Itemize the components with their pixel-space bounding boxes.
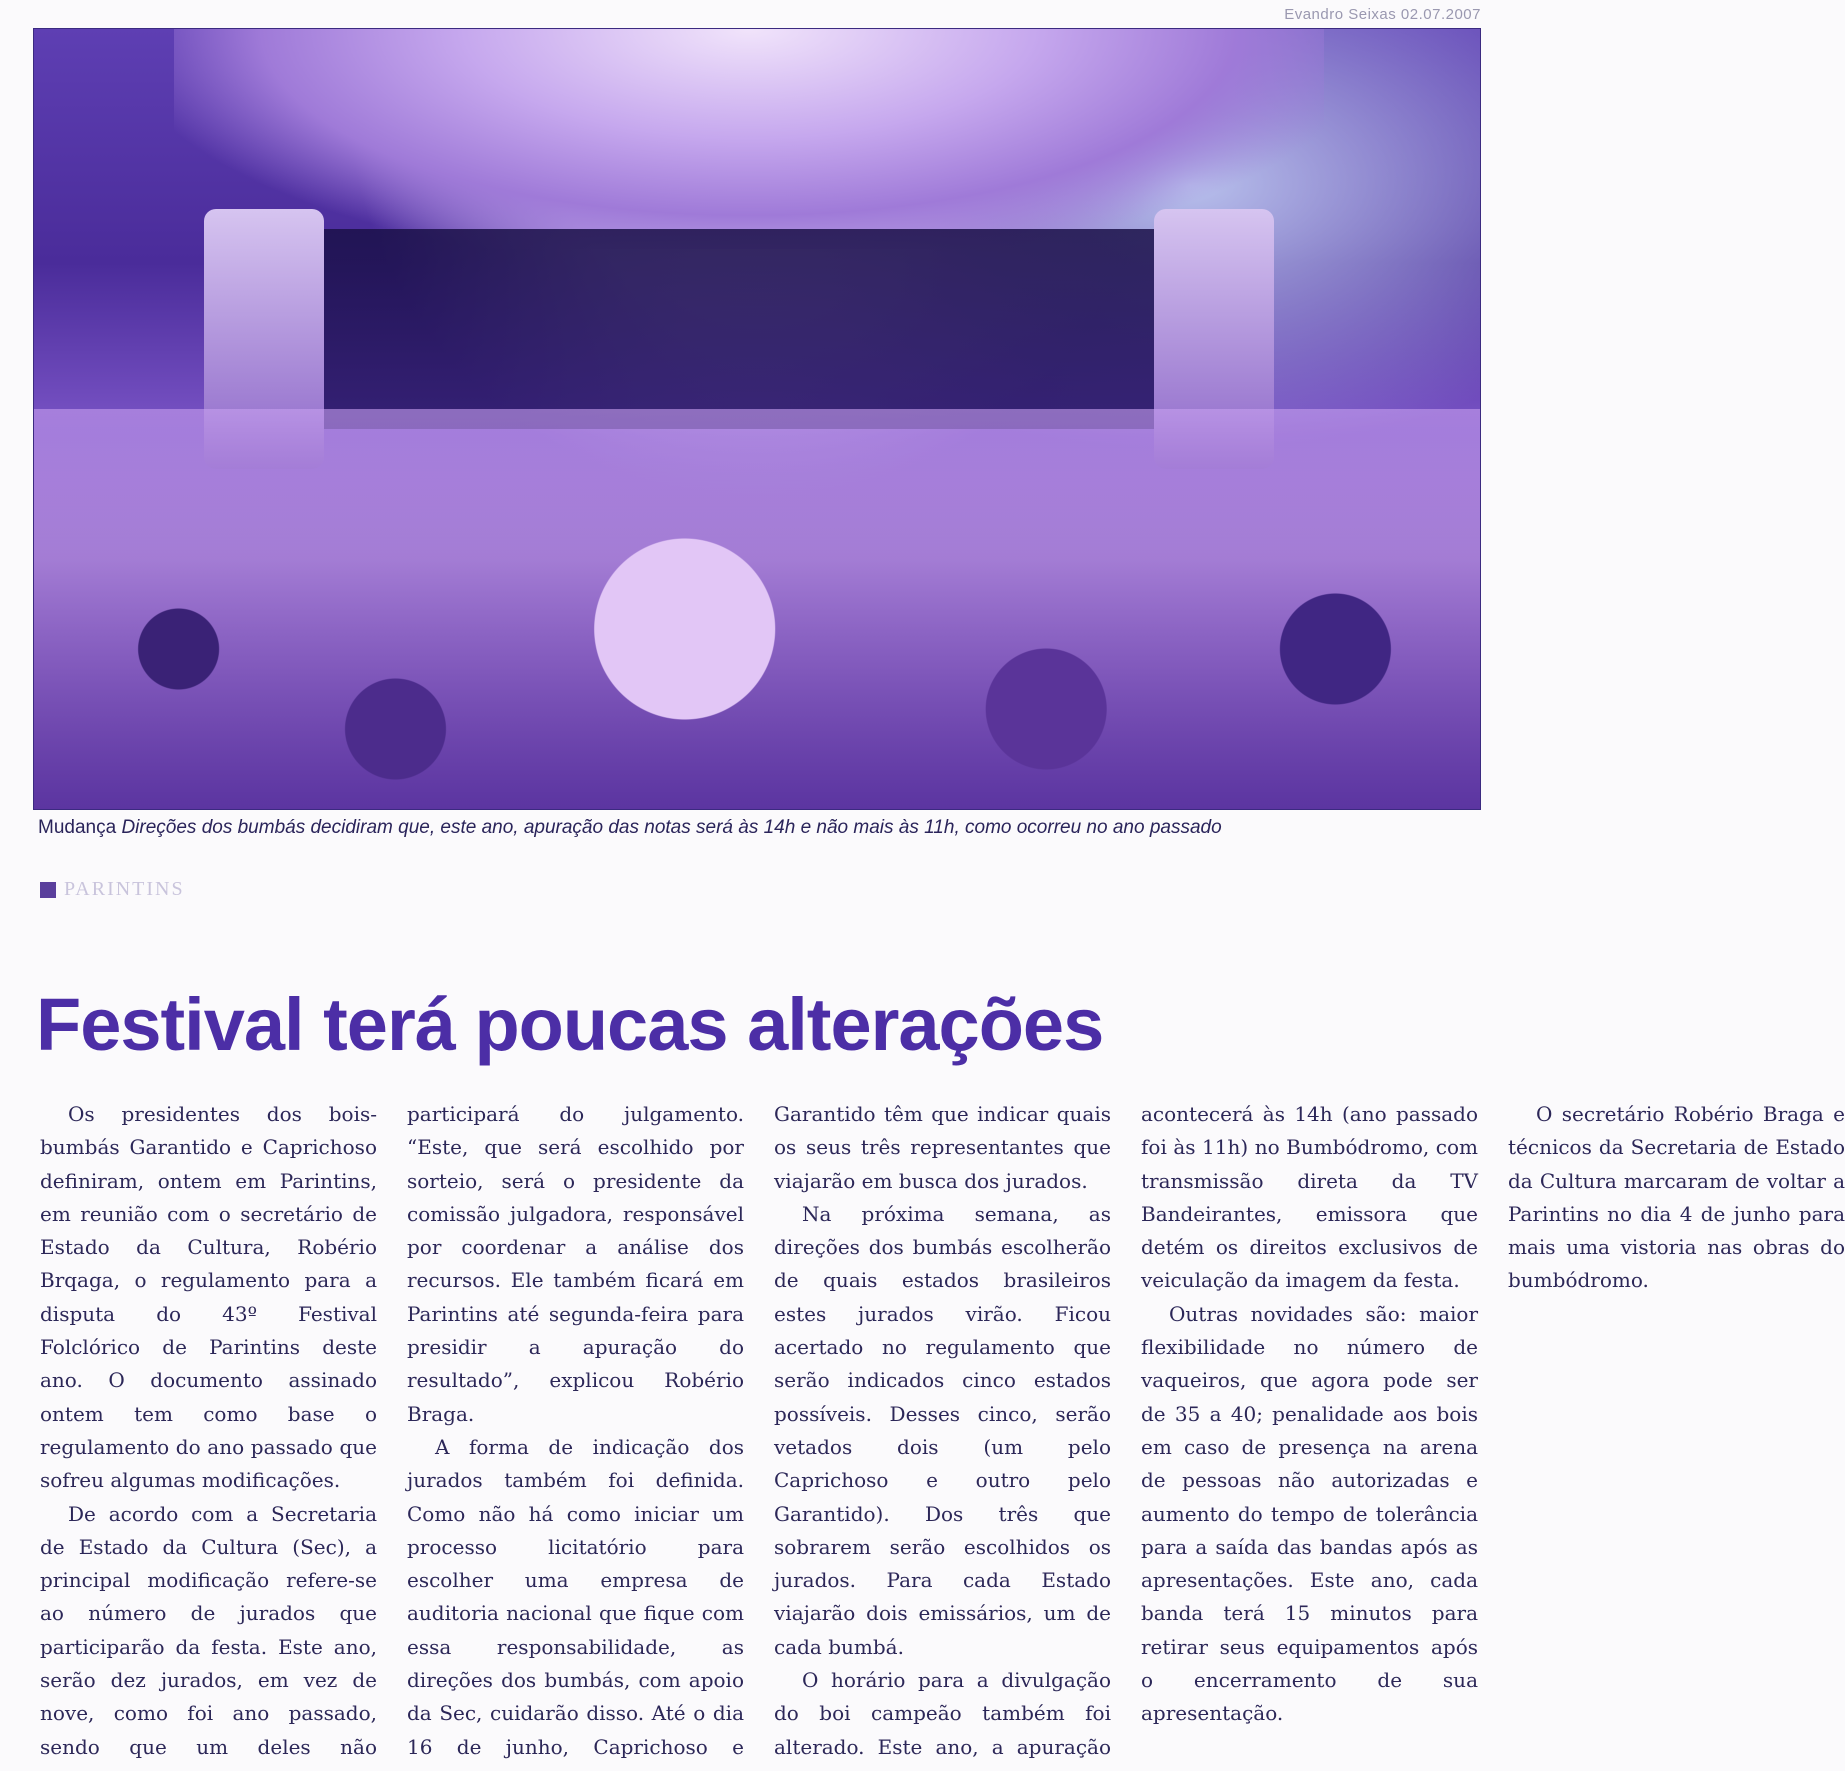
section-tag bbox=[40, 878, 185, 901]
article-paragraph: De acordo com a Secretaria de Estado da Cultura (Sec), a principal modificação refere-se ao número de jurados que participarão da festa. Este ano, serão dez jurados, em vez de nove, como foi ano passado, sendo que um deles não participará do julgamento. “Este, que será escolhido por sorteio, será o presidente da comissão julgadora, responsável por coordenar a análise dos recursos. Ele também ficará em Parintins até segunda-feira para presidir a apuração do resultado”, explicou Robério Braga. bbox=[40, 1102, 744, 1759]
photo-credit: Evandro Seixas 02.07.2007 bbox=[1284, 6, 1481, 23]
article-paragraph: O secretário Robério Braga e técnicos da Secretaria de Estado da Cultura marcaram de voltar a Parintins no dia 4 de junho para mais uma vistoria nas obras do bumbódromo. bbox=[1508, 1102, 1845, 1293]
caption-lead: Mudança bbox=[38, 817, 117, 838]
section-square-icon bbox=[40, 882, 56, 898]
article-paragraph: O horário para a divulgação do boi campeão também foi alterado. Este ano, a apuração acontecerá às 14h (ano passado foi às 11h) no Bumbódromo, com transmissão direta da TV Bandeirantes, emissora que detém os direitos exclusivos de veiculação da imagem da festa. bbox=[774, 1102, 1478, 1759]
article-paragraph: A forma de indicação dos jurados também foi definida. Como não há como iniciar um processo licitatório para escolher uma empresa de auditoria nacional que fique com essa responsabilidade, as direções dos bumbás, com apoio da Sec, cuidarão disso. Até o dia 16 de junho, Caprichoso e Garantido têm que indicar quais os seus três representantes que viajarão em busca dos jurados. bbox=[407, 1102, 1111, 1759]
article-paragraph: Outras novidades são: maior flexibilidade no número de vaqueiros, que agora pode ser de 35 a 40; penalidade aos bois em caso de presença na arena de pessoas não autorizadas e aumento do tempo de tolerância para a saída das bandas após as apresentações. Este ano, cada banda terá 15 minutos para retirar seus equipamentos após o encerramento de sua apresentação. bbox=[1141, 1301, 1478, 1726]
article-body bbox=[40, 1098, 1845, 1766]
caption-text: Direções dos bumbás decidiram que, este ano, apuração das notas será às 14h e não mais às 11h, como ocorreu no ano passado bbox=[121, 817, 1222, 838]
photo-caption bbox=[38, 817, 1478, 839]
article-paragraph: Na próxima semana, as direções dos bumbás escolherão de quais estados brasileiros estes jurados virão. Ficou acertado no regulamento que serão indicados cinco estados possíveis. Desses cinco, serão vetados dois (um pelo Caprichoso e outro pelo Garantido). Dos três que sobrarem serão escolhidos os jurados. Para cada Estado viajarão dois emissários, um de cada bumbá. bbox=[774, 1201, 1111, 1659]
article-paragraph: Os presidentes dos bois-bumbás Garantido e Caprichoso definiram, ontem em Parintins, em reunião com o secretário de Estado da Cultura, Robério Brqaga, o regulamento para a disputa do 43º Festival Folclórico de Parintins deste ano. O documento assinado ontem tem como base o regulamento do ano passado que sofreu algumas modificações. bbox=[40, 1102, 377, 1493]
stage bbox=[294, 229, 1224, 429]
stage-arch bbox=[174, 29, 1324, 249]
crowd bbox=[34, 409, 1480, 809]
section-label: PARINTINS bbox=[64, 878, 185, 900]
headline: Festival terá poucas alterações bbox=[36, 982, 1104, 1066]
festival-photo bbox=[33, 28, 1481, 810]
